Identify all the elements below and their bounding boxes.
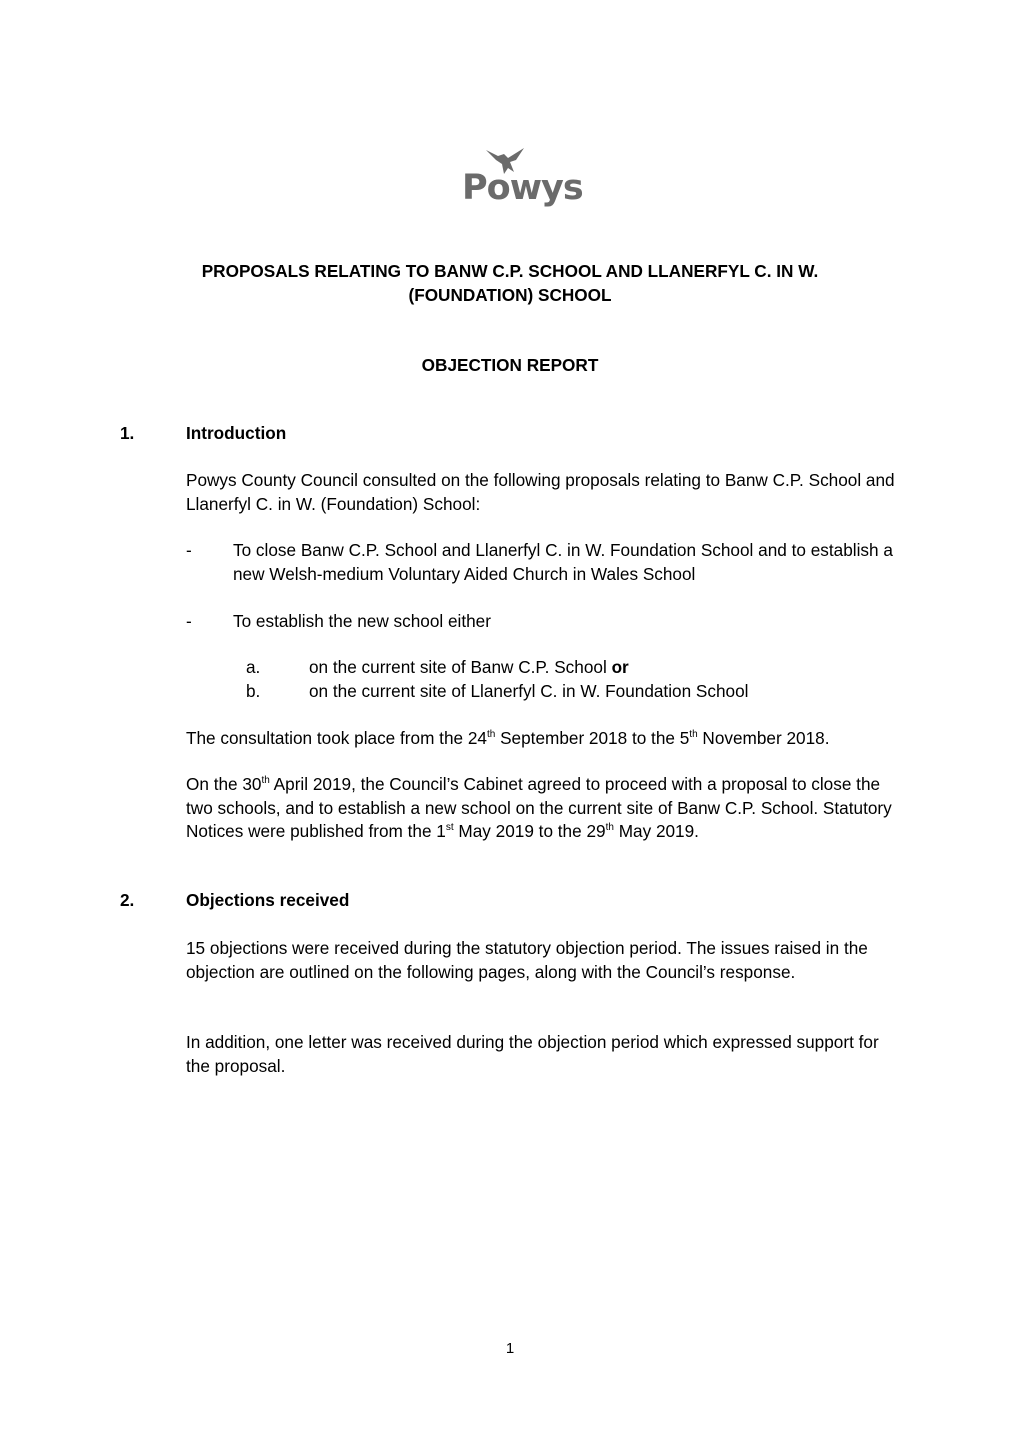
bullet-dash: - (186, 611, 192, 631)
bullet-text: To establish the new school either (233, 611, 491, 631)
document-title-line-2: (FOUNDATION) SCHOOL (408, 285, 612, 305)
cabinet-paragraph: On the 30th April 2019, the Council’s Cabinet agreed to proceed with a proposal to close the two schools, and to establish a new school on the current site of Banw C.P. School. Statutory Notices were published from the 1st May 2019 to the 29th May 2019. (186, 774, 892, 841)
objections-paragraph: 15 objections were received during the statutory objection period. The issues raised in the objection are outlined on the following pages, along with the Council’s response. (186, 938, 868, 982)
section-number: 2. (120, 890, 135, 910)
intro-paragraph: Powys County Council consulted on the following proposals relating to Banw C.P. School and Llanerfyl C. in W. (Foundation) School: (186, 470, 895, 514)
section-number: 1. (120, 423, 135, 443)
option-text: on the current site of Llanerfyl C. in W. Foundation School (309, 681, 749, 701)
page-number: 1 (505, 1340, 515, 1357)
option-letter: a. (246, 657, 261, 677)
document-title-line-1: PROPOSALS RELATING TO BANW C.P. SCHOOL AND LLANERFYL C. IN W. (201, 261, 819, 281)
bullet-text: To close Banw C.P. School and Llanerfyl C. in W. Foundation School and to establish a new Welsh-medium Voluntary Aided Church in Wales School (233, 540, 893, 584)
logo-wordmark: Powys (462, 168, 583, 208)
option-text: on the current site of Banw C.P. School or (309, 657, 629, 677)
section-label: Introduction (186, 423, 287, 443)
option-letter: b. (246, 681, 261, 701)
section-label: Objections received (186, 890, 350, 910)
powys-logo (458, 146, 583, 212)
bullet-dash: - (186, 540, 192, 560)
report-title: OBJECTION REPORT (421, 355, 599, 375)
consultation-paragraph: The consultation took place from the 24th September 2018 to the 5th November 2018. (186, 728, 830, 748)
support-paragraph: In addition, one letter was received during the objection period which expressed support for the proposal. (186, 1032, 879, 1076)
option-suffix: or (611, 657, 629, 677)
